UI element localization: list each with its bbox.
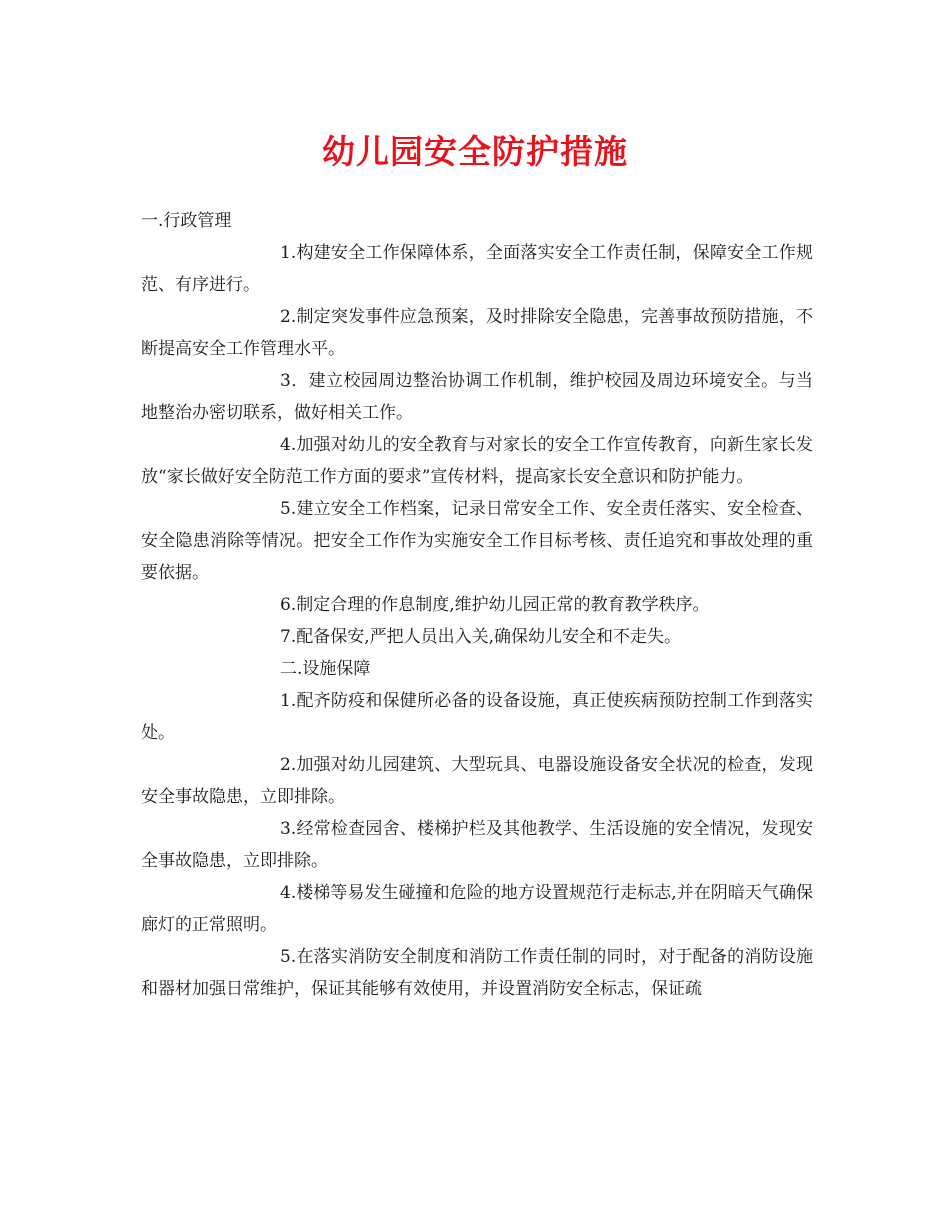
list-item: 5.建立安全工作档案，记录日常安全工作、安全责任落实、安全检查、安全隐患消除等情况。把安全工作作为实施安全工作目标考核、责任追究和事故处理的重要依据。 bbox=[141, 499, 813, 583]
list-item: 5.在落实消防安全制度和消防工作责任制的同时，对于配备的消防设施和器材加强日常维护，保证其能够有效使用，并设置消防安全标志，保证疏 bbox=[141, 947, 813, 999]
list-item: 2.制定突发事件应急预案，及时排除安全隐患，完善事故预防措施，不断提高安全工作管理水平。 bbox=[141, 307, 813, 359]
list-item: 1.构建安全工作保障体系，全面落实安全工作责任制，保障安全工作规范、有序进行。 bbox=[141, 243, 813, 295]
section-heading: 二.设施保障 bbox=[280, 659, 371, 679]
list-item: 4.楼梯等易发生碰撞和危险的地方设置规范行走标志,并在阴暗天气确保廊灯的正常照明。 bbox=[141, 883, 813, 935]
list-item: 4.加强对幼儿的安全教育与对家长的安全工作宣传教育，向新生家长发放“家长做好安全防范工作方面的要求”宣传材料，提高家长安全意识和防护能力。 bbox=[141, 435, 813, 487]
list-item: 7.配备保安,严把人员出入关,确保幼儿安全和不走失。 bbox=[280, 627, 682, 647]
document-title: 幼儿园安全防护措施 bbox=[322, 132, 628, 171]
section-heading: 一.行政管理 bbox=[141, 211, 232, 231]
document-body bbox=[141, 205, 813, 1005]
list-item: 3．建立校园周边整治协调工作机制，维护校园及周边环境安全。与当地整治办密切联系，做好相关工作。 bbox=[141, 371, 813, 423]
list-item: 3.经常检查园舍、楼梯护栏及其他教学、生活设施的安全情况，发现安全事故隐患，立即排除。 bbox=[141, 819, 813, 871]
list-item: 1.配齐防疫和保健所必备的设备设施，真正使疾病预防控制工作到落实处。 bbox=[141, 691, 813, 743]
list-item: 6.制定合理的作息制度,维护幼儿园正常的教育教学秩序。 bbox=[280, 595, 710, 615]
list-item: 2.加强对幼儿园建筑、大型玩具、电器设施设备安全状况的检查，发现安全事故隐患，立即排除。 bbox=[141, 755, 813, 807]
